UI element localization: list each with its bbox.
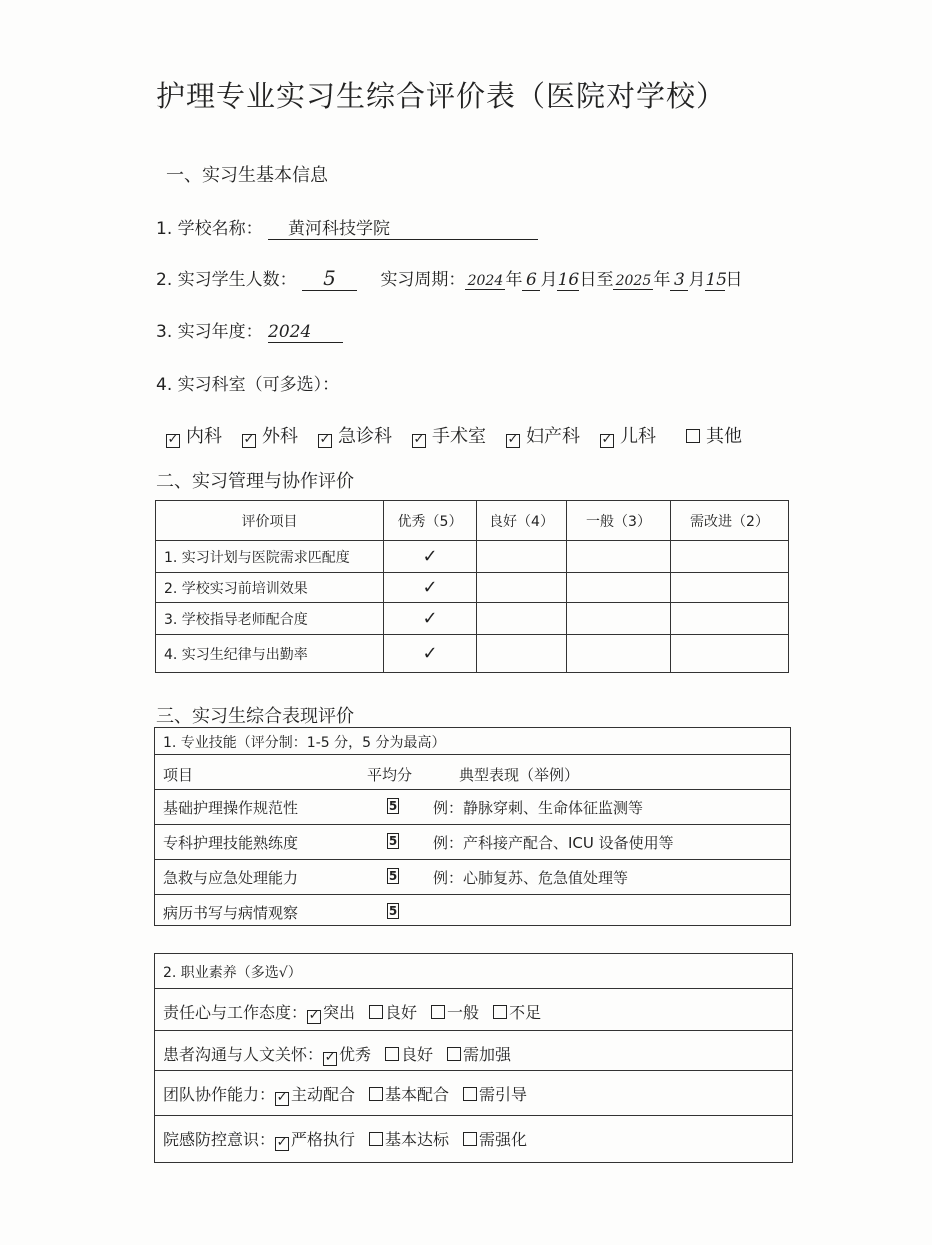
quality-option[interactable] [385,1045,433,1064]
checked-checkbox-icon[interactable]: ✓ [243,432,255,447]
quality-option[interactable] [463,1130,527,1149]
empty-cell[interactable] [567,603,671,635]
empty-cell[interactable] [477,635,567,673]
unit-day: 日 [725,270,743,290]
school-label: 1. 学校名称： [156,219,263,239]
dept-option[interactable] [318,426,392,447]
empty-cell[interactable] [477,541,567,573]
students-row [156,265,742,291]
dept-label: 4. 实习科室（可多选）： [156,375,340,395]
skill-example: 例：心肺复苏、危急值处理等 [433,869,629,887]
empty-cell[interactable] [477,603,567,635]
empty-cell[interactable] [567,541,671,573]
checkbox-icon[interactable] [686,429,700,443]
school-row [156,214,538,240]
dept-option[interactable] [506,426,580,447]
skills-table [154,727,791,926]
checkbox-icon[interactable] [369,1087,383,1101]
to-label: 至 [596,270,614,290]
start-month[interactable]: 6 [522,270,540,291]
checkbox-icon[interactable] [369,1005,383,1019]
dept-option[interactable] [412,426,486,447]
quality-option[interactable] [369,1130,449,1149]
period-label: 实习周期： [380,270,466,290]
quality-option[interactable] [431,1003,479,1022]
unit-year: 年 [505,270,523,290]
skill-item: 病历书写与病情观察 [163,904,299,922]
item-label: 1. 实习计划与医院需求匹配度 [156,541,384,573]
dept-label: 内科 [186,426,222,447]
skill-item: 专科护理技能熟练度 [163,834,299,852]
dept-option[interactable] [166,426,222,447]
quality-label: 患者沟通与人文关怀： [163,1045,324,1064]
start-year[interactable]: 2024 [465,273,505,290]
checkbox-icon[interactable] [463,1087,477,1101]
dept-option[interactable] [242,426,298,447]
checked-checkbox-icon[interactable]: ✓ [507,432,519,447]
checkbox-icon[interactable] [447,1047,461,1061]
quality-option[interactable] [275,1085,355,1104]
skill-score[interactable]: 5 [388,799,398,813]
unit-year: 年 [653,270,671,290]
section1-heading: 一、实习生基本信息 [166,165,328,186]
start-day[interactable]: 16 [557,270,580,290]
checked-checkbox-icon[interactable]: ✓ [601,432,613,447]
empty-cell[interactable] [671,635,789,673]
quality-option[interactable] [323,1045,371,1064]
quality-row [163,1127,541,1151]
dept-label: 急诊科 [338,426,392,447]
header-good: 良好（4） [477,501,567,541]
section3-heading: 三、实习生综合表现评价 [156,706,354,727]
option-label: 基本达标 [385,1130,450,1149]
item-label: 3. 学校指导老师配合度 [156,603,384,635]
header-average: 一般（3） [567,501,671,541]
option-label: 需引导 [479,1085,528,1104]
skill-example: 例：静脉穿刺、生命体征监测等 [433,799,644,817]
skills-title: 1. 专业技能（评分制：1-5 分，5 分为最高） [163,735,446,751]
option-label: 严格执行 [291,1130,356,1149]
item-label: 2. 学校实习前培训效果 [156,573,384,603]
empty-cell[interactable] [567,573,671,603]
students-value[interactable]: 5 [302,266,357,291]
option-label: 良好 [401,1045,434,1064]
col-avg: 平均分 [367,766,413,784]
checked-checkbox-icon[interactable]: ✓ [276,1090,288,1105]
col-example: 典型表现（举例） [459,766,580,784]
quality-option[interactable] [275,1130,355,1149]
year-value[interactable]: 2024 [268,322,343,343]
empty-cell[interactable] [671,573,789,603]
option-label: 不足 [509,1003,542,1022]
management-table [155,500,789,673]
checkbox-icon[interactable] [385,1047,399,1061]
year-row [156,317,343,343]
quality-label: 院感防控意识： [163,1130,276,1149]
skill-score[interactable]: 5 [388,869,398,883]
end-month[interactable]: 3 [670,270,688,291]
quality-label: 团队协作能力： [163,1085,276,1104]
checked-checkbox-icon[interactable]: ✓ [167,432,179,447]
header-item: 评价项目 [156,501,384,541]
checkbox-icon[interactable] [431,1005,445,1019]
checked-checkbox-icon[interactable]: ✓ [413,432,425,447]
quality-option[interactable] [307,1003,355,1022]
check-mark[interactable]: ✓ [384,541,477,573]
check-mark[interactable]: ✓ [384,603,477,635]
page-title: 护理专业实习生综合评价表（医院对学校） [156,79,727,113]
quality-title: 2. 职业素养（多选√） [163,965,302,981]
item-label: 4. 实习生纪律与出勤率 [156,635,384,673]
checked-checkbox-icon[interactable]: ✓ [324,1050,336,1065]
dept-option[interactable] [686,426,742,447]
dept-option[interactable] [600,426,656,447]
option-label: 需强化 [479,1130,528,1149]
option-label: 一般 [447,1003,480,1022]
checkbox-icon[interactable] [463,1132,477,1146]
quality-row [163,1082,541,1106]
year-label: 3. 实习年度： [156,322,263,342]
checked-checkbox-icon[interactable]: ✓ [276,1135,288,1150]
skill-score[interactable]: 5 [388,834,398,848]
empty-cell[interactable] [671,603,789,635]
unit-day: 日 [579,270,597,290]
option-label: 突出 [323,1003,356,1022]
col-item: 项目 [163,766,194,784]
check-mark[interactable]: ✓ [384,635,477,673]
section2-heading: 二、实习管理与协作评价 [156,471,354,492]
empty-cell[interactable] [567,635,671,673]
students-label: 2. 实习学生人数： [156,270,297,290]
checkbox-icon[interactable] [493,1005,507,1019]
dept-label: 外科 [262,426,298,447]
quality-label: 责任心与工作态度： [163,1003,308,1022]
header-excellent: 优秀（5） [384,501,477,541]
dept-label: 其他 [706,426,742,447]
checkbox-icon[interactable] [369,1132,383,1146]
option-label: 良好 [385,1003,418,1022]
table-row [156,603,789,635]
dept-label: 妇产科 [526,426,580,447]
unit-month: 月 [688,270,706,290]
quality-row [163,1042,525,1066]
table-header-row [156,501,789,541]
end-day[interactable]: 15 [705,270,728,290]
skill-example: 例：产科接产配合、ICU 设备使用等 [433,834,674,852]
quality-option[interactable] [493,1003,541,1022]
checked-checkbox-icon[interactable]: ✓ [319,432,331,447]
table-row [156,541,789,573]
school-value[interactable]: 黄河科技学院 [268,214,538,240]
checked-checkbox-icon[interactable]: ✓ [308,1008,320,1023]
skill-item: 急救与应急处理能力 [163,869,299,887]
dept-checkboxes [166,422,762,448]
quality-option[interactable] [369,1003,417,1022]
option-label: 主动配合 [291,1085,356,1104]
quality-option[interactable] [463,1085,527,1104]
table-row [156,635,789,673]
skill-item: 基础护理操作规范性 [163,799,299,817]
empty-cell[interactable] [477,573,567,603]
end-year[interactable]: 2025 [613,273,653,290]
quality-option[interactable] [447,1045,511,1064]
table-row [156,573,789,603]
dept-label: 手术室 [432,426,486,447]
header-improve: 需改进（2） [671,501,789,541]
quality-option[interactable] [369,1085,449,1104]
quality-row [163,1000,555,1024]
unit-month: 月 [540,270,558,290]
option-label: 优秀 [339,1045,372,1064]
check-mark[interactable]: ✓ [384,573,477,603]
option-label: 需加强 [463,1045,512,1064]
quality-table [154,953,793,1163]
option-label: 基本配合 [385,1085,450,1104]
skill-score[interactable]: 5 [388,904,398,918]
dept-label: 儿科 [620,426,656,447]
empty-cell[interactable] [671,541,789,573]
